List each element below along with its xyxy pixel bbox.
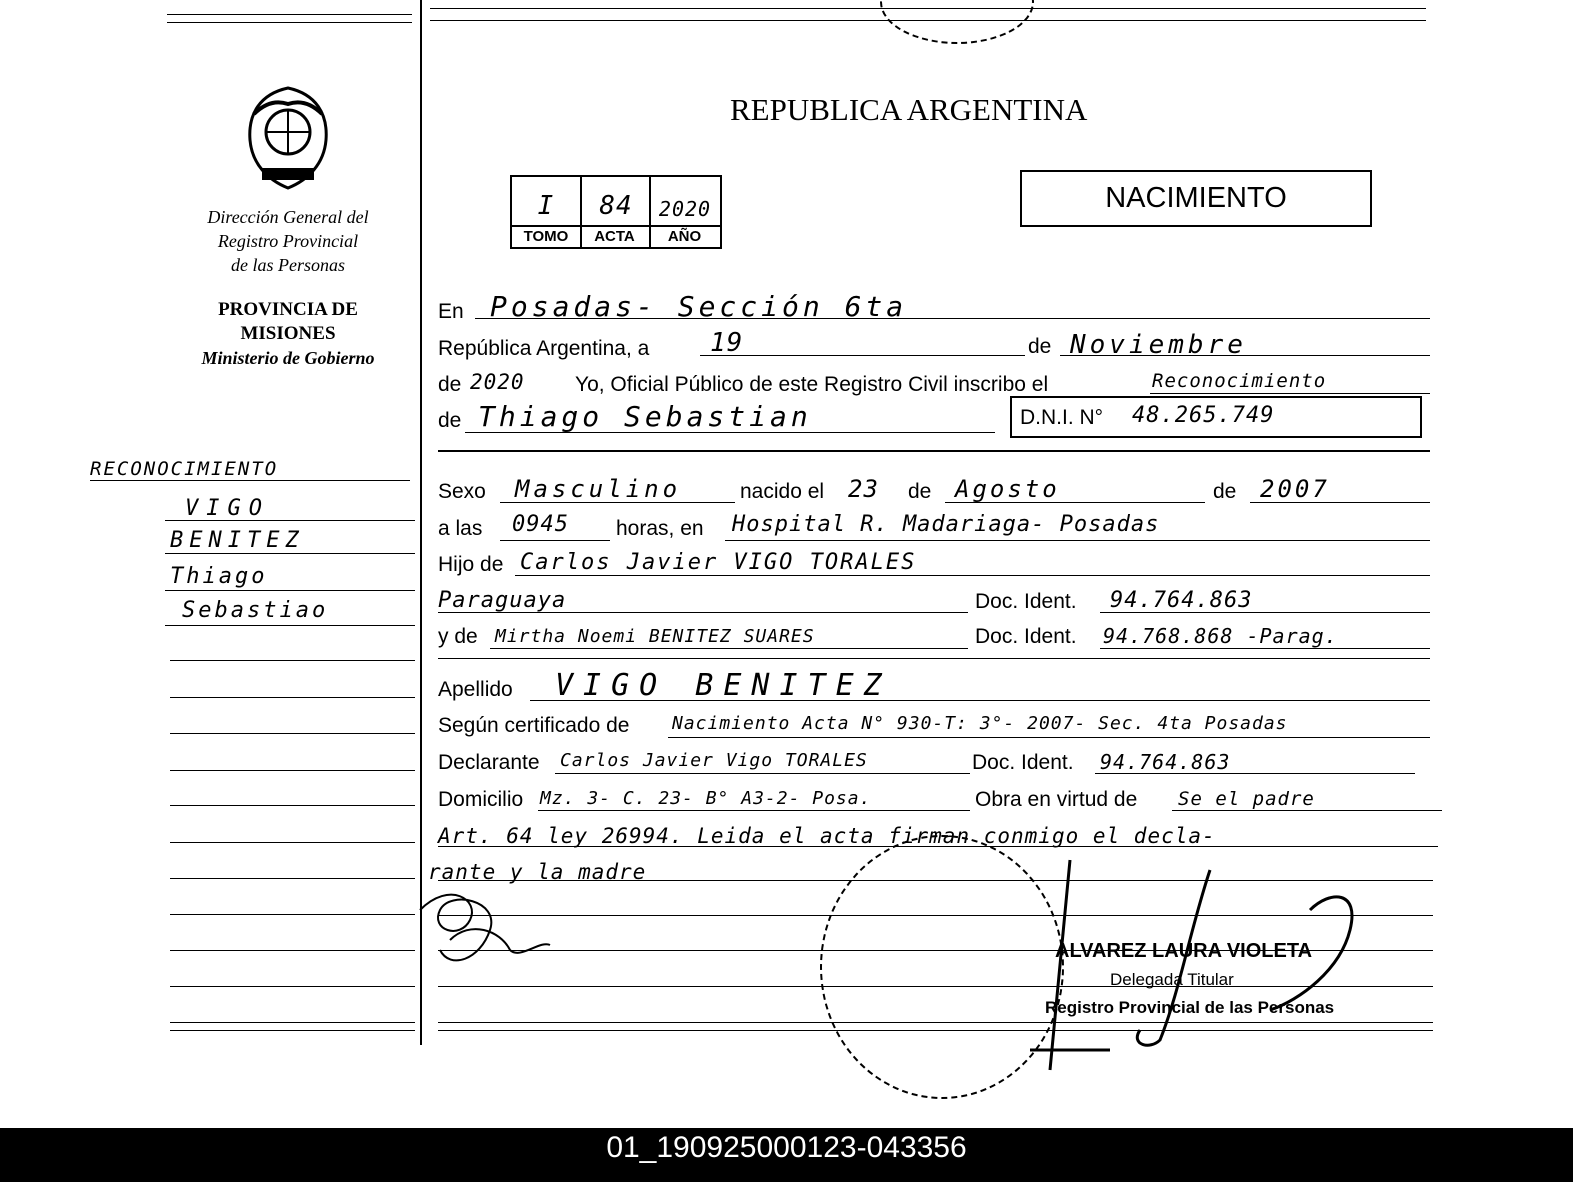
coat-of-arms-logo <box>240 84 336 192</box>
margin-line <box>165 520 415 521</box>
value-obra: Se el padre <box>1178 788 1315 810</box>
margin-line <box>165 625 415 626</box>
agency-line-3: de las Personas <box>231 255 345 275</box>
label-segun: Según certificado de <box>438 714 630 737</box>
anio-value: 2020 <box>658 197 712 221</box>
province-block <box>170 298 406 370</box>
value-declarante: Carlos Javier Vigo TORALES <box>560 750 868 771</box>
label-de: de <box>1028 335 1052 358</box>
line-acto <box>1150 393 1430 394</box>
value-padre-doc: 94.764.863 <box>1110 588 1253 613</box>
label-de-4: de <box>908 480 932 503</box>
label-doc-ident-3: Doc. Ident. <box>972 751 1074 774</box>
value-dni: 48.265.749 <box>1132 403 1275 428</box>
line-padre <box>515 575 1430 576</box>
agency-line-1: Dirección General del <box>207 207 369 227</box>
line-nombre <box>465 432 995 433</box>
label-domicilio: Domicilio <box>438 788 524 811</box>
tomo-label: TOMO <box>523 228 569 245</box>
value-observaciones-1: Art. 64 ley 26994. Leida el acta firman conmigo el decla- <box>438 824 1216 848</box>
line-padre-doc <box>1100 612 1430 613</box>
label-dni: D.N.I. N° <box>1020 406 1104 429</box>
label-de-2: de <box>438 373 462 396</box>
margin-note-line-5: Sebastiao <box>182 598 329 623</box>
margin-note-line-3: BENITEZ <box>170 528 305 553</box>
value-lugar-nac: Hospital R. Madariaga- Posadas <box>732 512 1160 537</box>
label-doc-ident: Doc. Ident. <box>975 590 1077 613</box>
margin-note-line-1: RECONOCIMIENTO <box>90 458 410 481</box>
value-padre-nac: Paraguaya <box>438 588 567 613</box>
margin-line <box>170 697 415 698</box>
top-rule-left <box>167 14 412 15</box>
label-nacido: nacido el <box>740 480 825 503</box>
line-mes <box>1060 355 1430 356</box>
margin-line <box>170 1030 415 1031</box>
label-y-de: y de <box>438 625 478 648</box>
value-nac-dia: 23 <box>848 475 879 503</box>
value-nac-mes: Agosto <box>955 475 1060 503</box>
signer-name: ALVAREZ LAURA VIOLETA <box>1055 940 1313 962</box>
line-madre <box>490 648 968 649</box>
province-line-2: MISIONES <box>240 323 336 344</box>
line-sexo <box>500 502 735 503</box>
ministry: Ministerio de Gobierno <box>201 348 375 368</box>
ref-row-divider <box>512 225 720 227</box>
dni-box <box>1010 396 1422 438</box>
value-declarante-doc: 94.764.863 <box>1100 750 1231 774</box>
line-nac-mes <box>945 502 1205 503</box>
value-sexo: Masculino <box>515 475 682 503</box>
tomo-value: I <box>537 191 555 221</box>
margin-line <box>170 805 415 806</box>
value-certificado: Nacimiento Acta N° 930-T: 3°- 2007- Sec. 4ta Posadas <box>672 713 1288 734</box>
acta-value: 84 <box>599 191 633 221</box>
value-mes: Noviembre <box>1070 330 1247 360</box>
value-madre-doc: 94.768.868 -Parag. <box>1103 624 1338 648</box>
margin-line <box>170 1022 415 1023</box>
margin-line <box>170 878 415 879</box>
line-apellido <box>530 700 1430 701</box>
value-observaciones-2: rante y la madre <box>428 860 647 884</box>
margin-line <box>170 914 415 915</box>
margin-line <box>170 733 415 734</box>
label-hijo-de: Hijo de <box>438 553 504 576</box>
label-obra: Obra en virtud de <box>975 788 1138 811</box>
section-rule-2 <box>438 658 1430 659</box>
label-yo: Yo, Oficial Público de este Registro Civil inscribo el <box>575 373 1049 396</box>
margin-note-line-2: VIGO <box>185 496 270 521</box>
value-lugar: Posadas- Sección 6ta <box>490 290 908 323</box>
margin-line <box>170 950 415 951</box>
province-line-1: PROVINCIA DE <box>218 299 358 320</box>
official-signature <box>1010 850 1370 1080</box>
label-en: En <box>438 300 464 323</box>
top-rule-left-2 <box>167 22 412 23</box>
margin-note-line-4: Thiago <box>170 564 268 589</box>
signer-title: Delegada Titular <box>1110 970 1234 989</box>
value-apellido: VIGO BENITEZ <box>555 668 892 703</box>
agency-line-2: Registro Provincial <box>217 231 359 251</box>
label-de-3: de <box>438 409 462 432</box>
anio-label: AÑO <box>667 228 702 245</box>
line-hora <box>500 540 610 541</box>
value-dia: 19 <box>710 328 744 358</box>
footer-code: 01_190925000123-043356 <box>606 1131 967 1164</box>
label-horas-en: horas, en <box>616 517 704 540</box>
line-nac-anio <box>1250 502 1430 503</box>
margin-line <box>165 553 415 554</box>
declarant-signature <box>410 880 560 980</box>
line-certificado <box>668 737 1430 738</box>
value-nombre: Thiago Sebastian <box>478 400 812 433</box>
label-a-las: a las <box>438 517 483 540</box>
line-obra <box>1172 810 1442 811</box>
line-declarante-doc <box>1095 773 1415 774</box>
section-rule <box>438 450 1430 452</box>
doc-type-box: NACIMIENTO <box>1020 170 1372 227</box>
margin-line <box>170 842 415 843</box>
line-domicilio <box>538 810 970 811</box>
margin-line <box>170 770 415 771</box>
margin-line <box>165 590 415 591</box>
document-footer <box>0 1128 1573 1182</box>
margin-line <box>170 660 415 661</box>
label-sexo: Sexo <box>438 480 486 503</box>
line-madre-doc <box>1100 648 1430 649</box>
line-declarante <box>555 773 970 774</box>
country-title: REPUBLICA ARGENTINA <box>730 92 1088 127</box>
value-nac-anio: 2007 <box>1260 475 1330 503</box>
margin-line <box>170 986 415 987</box>
value-domicilio: Mz. 3- C. 23- B° A3-2- Posa. <box>540 788 872 809</box>
line-dia <box>700 355 1025 356</box>
label-apellido: Apellido <box>438 678 513 701</box>
label-declarante: Declarante <box>438 751 540 774</box>
line-en <box>475 318 1430 319</box>
line-lugar-nac <box>725 540 1430 541</box>
label-rep-arg: República Argentina, a <box>438 337 650 360</box>
value-acto: Reconocimiento <box>1152 370 1327 392</box>
acta-label: ACTA <box>594 228 635 245</box>
value-anio: 2020 <box>470 370 525 394</box>
label-doc-ident-2: Doc. Ident. <box>975 625 1077 648</box>
top-stamp <box>880 0 1034 44</box>
reference-table <box>510 175 722 249</box>
label-de-5: de <box>1213 480 1237 503</box>
line-padre-nac <box>438 612 968 613</box>
signer-office: Registro Provincial de las Personas <box>1045 998 1335 1017</box>
agency-block <box>170 205 406 277</box>
value-madre: Mirtha Noemi BENITEZ SUARES <box>495 626 815 647</box>
value-padre: Carlos Javier VIGO TORALES <box>520 550 917 575</box>
value-hora: 0945 <box>512 512 569 537</box>
